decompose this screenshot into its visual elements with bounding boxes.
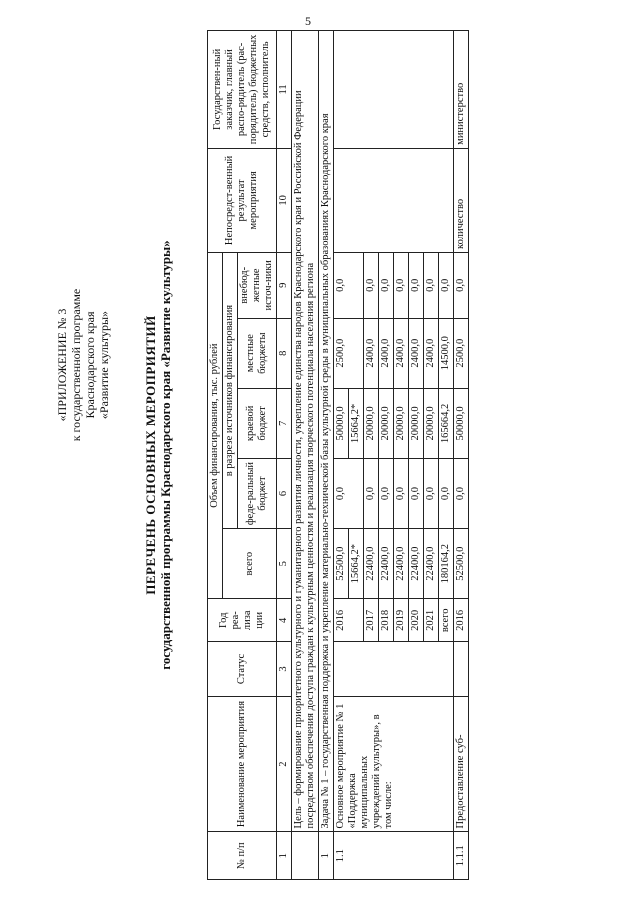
appendix-line: Краснодарского края [83, 311, 97, 419]
regional-cell: 20000,0 [394, 388, 409, 458]
column-number: 1 [277, 832, 292, 880]
header-federal: феде-ральный бюджет [238, 458, 277, 528]
extra-cell: 0,0 [424, 252, 439, 318]
goal-row [292, 31, 319, 880]
task-row [319, 31, 334, 880]
task-num: 1 [319, 832, 334, 880]
year-cell: 2020 [409, 599, 424, 642]
total-cell: 22400,0 [364, 529, 379, 599]
regional-cell: 20000,0 [364, 388, 379, 458]
page-number: 5 [305, 14, 311, 28]
local-cell: 2400,0 [379, 318, 394, 388]
submeasure-num: 1.1.1 [454, 832, 469, 880]
total-cell: 15664,2* [349, 529, 364, 599]
regional-cell: 165664,2 [439, 388, 454, 458]
submeasure-name: Предоставление суб- [454, 696, 469, 832]
regional-cell: 20000,0 [379, 388, 394, 458]
goal-num-cell [292, 832, 319, 880]
extra-cell: 0,0 [409, 252, 424, 318]
total-cell: 22400,0 [409, 529, 424, 599]
year-cell: 2018 [379, 599, 394, 642]
extra-cell: 0,0 [454, 252, 469, 318]
local-cell: 2400,0 [424, 318, 439, 388]
federal-cell: 0,0 [454, 458, 469, 528]
header-result: Непосредст-венный результат мероприятия [208, 148, 277, 252]
total-cell: 22400,0 [424, 529, 439, 599]
measure-name: Основное мероприятие № 1 «Поддержка муниципальных учреждений культуры», в том числе: [334, 696, 454, 832]
local-cell: 2400,0 [394, 318, 409, 388]
column-number: 5 [277, 529, 292, 599]
federal-cell: 0,0 [394, 458, 409, 528]
regional-cell: 50000,0 [334, 388, 349, 458]
header-num: № п/п [208, 832, 277, 880]
result-cell [334, 148, 454, 252]
result-cell: количество [454, 148, 469, 252]
column-number: 3 [277, 642, 292, 696]
header-year: Год реа-лиза ции [208, 599, 277, 642]
federal-cell: 0,0 [379, 458, 394, 528]
year-cell: 2021 [424, 599, 439, 642]
year-cell: 2016 [454, 599, 469, 642]
total-cell: 22400,0 [379, 529, 394, 599]
year-cell: всего [439, 599, 454, 642]
header-extra: внебюд-жетные источ-ники [238, 252, 277, 318]
total-cell: 52500,0 [454, 529, 469, 599]
column-number: 10 [277, 148, 292, 252]
federal-cell: 0,0 [409, 458, 424, 528]
local-cell: 2400,0 [409, 318, 424, 388]
regional-cell: 50000,0 [454, 388, 469, 458]
header-total: всего [223, 529, 277, 599]
column-number: 6 [277, 458, 292, 528]
submeasure-row [454, 31, 469, 880]
goal-text: Цель – формирование приоритетного культурного и гуманитарного развития личности, укрепление единства народов Краснодарского края и Российской Федерации посредством обеспечения доступа граждан к культурным ценностям и реализация творческого потенциала населения региона [292, 31, 319, 832]
table-row [334, 31, 349, 880]
submeasure-status [454, 642, 469, 696]
extra-cell: 0,0 [394, 252, 409, 318]
year-cell: 2017 [364, 599, 379, 642]
column-number: 4 [277, 599, 292, 642]
appendix-line: «ПРИЛОЖЕНИЕ № 3 [55, 308, 69, 422]
document-title: ПЕРЕЧЕНЬ ОСНОВНЫХ МЕРОПРИЯТИЙ [143, 315, 158, 595]
total-cell: 52500,0 [334, 529, 349, 599]
regional-cell: 15664,2* [349, 388, 364, 458]
appendix-line: «Развитие культуры» [97, 310, 111, 420]
header-customer: Государствен-ный заказчик, главный распо-рядитель (рас-порядитель) бюджетных средств, исполнитель [208, 31, 277, 149]
local-cell: 2500,0 [454, 318, 469, 388]
header-regional: краевой бюджет [238, 388, 277, 458]
header-local: местные бюджеты [238, 318, 277, 388]
column-numbers-row [277, 31, 292, 880]
federal-cell: 0,0 [424, 458, 439, 528]
extra-cell: 0,0 [439, 252, 454, 318]
regional-cell: 20000,0 [424, 388, 439, 458]
total-cell: 180164,2 [439, 529, 454, 599]
header-name: Наименование мероприятия [208, 696, 277, 832]
appendix-note [55, 250, 111, 480]
federal-cell: 0,0 [364, 458, 379, 528]
local-cell: 2500,0 [334, 318, 364, 388]
measure-num: 1.1 [334, 832, 454, 880]
regional-cell: 20000,0 [409, 388, 424, 458]
column-number: 7 [277, 388, 292, 458]
column-number: 2 [277, 696, 292, 832]
rotated-sheet [55, 30, 615, 880]
total-cell: 22400,0 [394, 529, 409, 599]
year-cell: 2016 [334, 599, 364, 642]
local-cell: 14500,0 [439, 318, 454, 388]
customer-cell: министерство [454, 31, 469, 149]
customer-cell [334, 31, 454, 149]
task-text: Задача № 1 – государственная поддержка и укрепление материально-технической базы культурной среды в муниципальных образованиях Краснодарского края [319, 31, 334, 832]
local-cell: 2400,0 [364, 318, 379, 388]
measures-table [207, 30, 469, 880]
measure-status [334, 642, 454, 696]
extra-cell: 0,0 [379, 252, 394, 318]
header-status: Статус [208, 642, 277, 696]
extra-cell: 0,0 [364, 252, 379, 318]
header-row [208, 31, 223, 880]
appendix-line: к государственной программе [69, 288, 83, 442]
federal-cell: 0,0 [439, 458, 454, 528]
document-subtitle: государственной программы Краснодарского края «Развитие культуры» [158, 240, 173, 670]
year-cell: 2019 [394, 599, 409, 642]
column-number: 11 [277, 31, 292, 149]
header-funding: Объем финансирования, тыс. рублей [208, 252, 223, 598]
column-number: 8 [277, 318, 292, 388]
federal-cell: 0,0 [334, 458, 364, 528]
column-number: 9 [277, 252, 292, 318]
header-by-source: в разрезе источников финансирования [223, 252, 238, 528]
title-block [143, 30, 174, 880]
extra-cell: 0,0 [334, 252, 364, 318]
